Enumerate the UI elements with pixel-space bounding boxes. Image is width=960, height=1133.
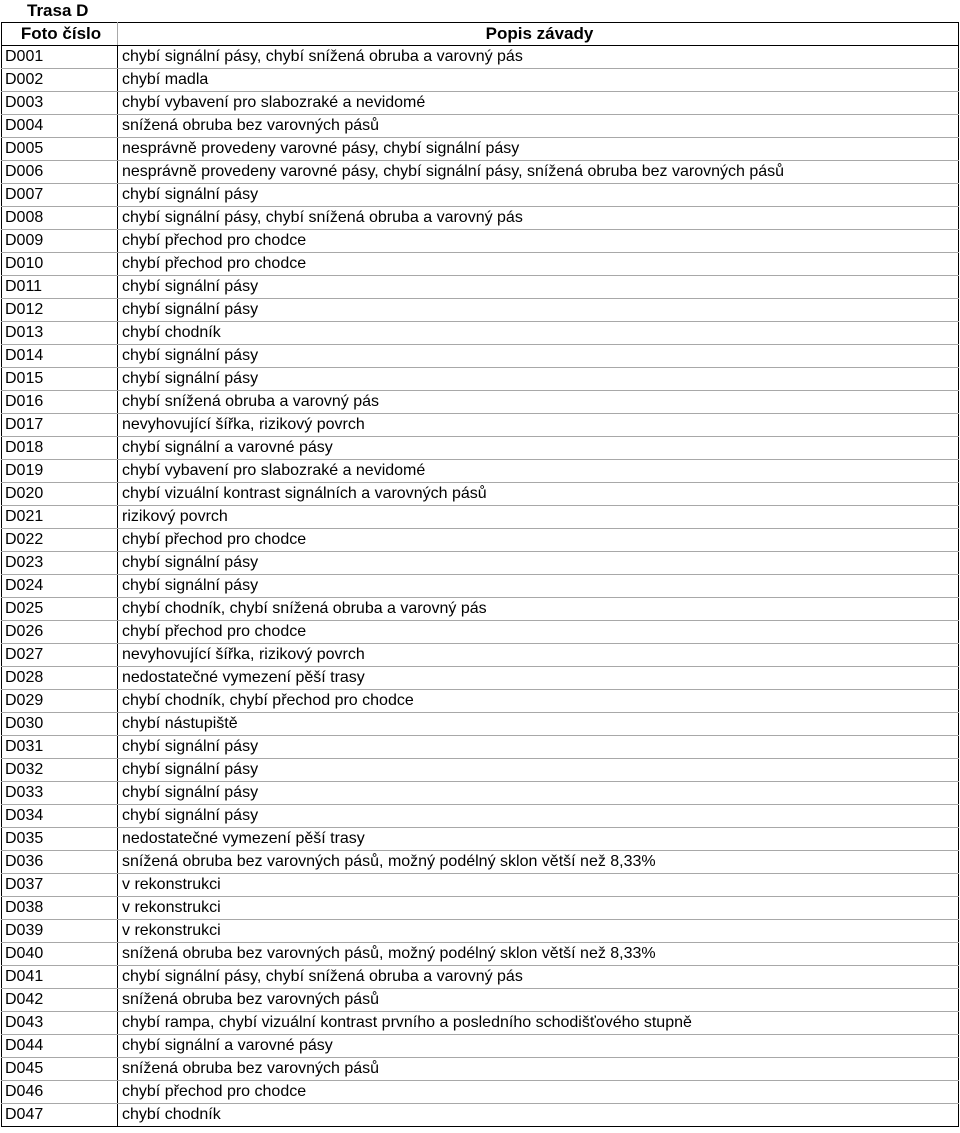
table-row <box>2 368 959 391</box>
table-row <box>2 46 959 69</box>
table-row <box>2 943 959 966</box>
photo-number-cell: D041 <box>2 966 118 989</box>
table-row <box>2 598 959 621</box>
defect-description-cell: chybí signální pásy <box>118 736 959 759</box>
photo-number-cell: D012 <box>2 299 118 322</box>
defect-description-cell: chybí přechod pro chodce <box>118 529 959 552</box>
photo-number-cell: D039 <box>2 920 118 943</box>
photo-number-cell: D031 <box>2 736 118 759</box>
table-row <box>2 161 959 184</box>
table-row <box>2 253 959 276</box>
table-row <box>2 460 959 483</box>
defect-description-cell: chybí signální pásy <box>118 368 959 391</box>
table-row <box>2 437 959 460</box>
defect-description-cell: chybí signální pásy <box>118 782 959 805</box>
defect-description-cell: chybí signální pásy <box>118 575 959 598</box>
table-row <box>2 92 959 115</box>
table-row <box>2 1058 959 1081</box>
table-row <box>2 713 959 736</box>
table-row <box>2 276 959 299</box>
table-row <box>2 1035 959 1058</box>
photo-number-cell: D026 <box>2 621 118 644</box>
photo-number-cell: D003 <box>2 92 118 115</box>
defect-description-cell: chybí snížená obruba a varovný pás <box>118 391 959 414</box>
photo-number-cell: D045 <box>2 1058 118 1081</box>
table-body <box>2 46 959 1127</box>
table-row <box>2 529 959 552</box>
defect-description-cell: snížená obruba bez varovných pásů, možný podélný sklon větší než 8,33% <box>118 851 959 874</box>
photo-number-cell: D020 <box>2 483 118 506</box>
table-row <box>2 782 959 805</box>
photo-number-cell: D029 <box>2 690 118 713</box>
photo-number-cell: D007 <box>2 184 118 207</box>
photo-number-cell: D008 <box>2 207 118 230</box>
defect-description-cell: snížená obruba bez varovných pásů, možný podélný sklon větší než 8,33% <box>118 943 959 966</box>
photo-number-cell: D001 <box>2 46 118 69</box>
defect-description-cell: chybí přechod pro chodce <box>118 621 959 644</box>
photo-number-cell: D024 <box>2 575 118 598</box>
table-row <box>2 667 959 690</box>
photo-number-cell: D022 <box>2 529 118 552</box>
defect-description-cell: chybí přechod pro chodce <box>118 230 959 253</box>
defect-description-cell: chybí signální pásy <box>118 552 959 575</box>
table-row <box>2 207 959 230</box>
defect-description-cell: chybí nástupiště <box>118 713 959 736</box>
defects-table <box>1 22 959 1127</box>
defect-description-cell: chybí vybavení pro slabozraké a nevidomé <box>118 92 959 115</box>
photo-number-cell: D015 <box>2 368 118 391</box>
defect-description-cell: nedostatečné vymezení pěší trasy <box>118 667 959 690</box>
defect-description-cell: snížená obruba bez varovných pásů <box>118 989 959 1012</box>
defect-description-cell: chybí vybavení pro slabozraké a nevidomé <box>118 460 959 483</box>
defect-description-cell: chybí signální pásy <box>118 759 959 782</box>
defect-description-cell: chybí přechod pro chodce <box>118 253 959 276</box>
defect-description-cell: nesprávně provedeny varovné pásy, chybí signální pásy <box>118 138 959 161</box>
photo-number-cell: D021 <box>2 506 118 529</box>
table-row <box>2 345 959 368</box>
photo-number-cell: D025 <box>2 598 118 621</box>
table-row <box>2 874 959 897</box>
defect-description-cell: chybí signální pásy <box>118 299 959 322</box>
photo-number-cell: D027 <box>2 644 118 667</box>
defect-description-cell: chybí signální pásy, chybí snížená obruba a varovný pás <box>118 46 959 69</box>
defect-description-cell: nevyhovující šířka, rizikový povrch <box>118 414 959 437</box>
photo-number-cell: D016 <box>2 391 118 414</box>
photo-number-cell: D047 <box>2 1104 118 1127</box>
photo-number-cell: D017 <box>2 414 118 437</box>
defect-description-cell: chybí chodník, chybí přechod pro chodce <box>118 690 959 713</box>
table-row <box>2 621 959 644</box>
photo-number-cell: D046 <box>2 1081 118 1104</box>
table-row <box>2 736 959 759</box>
defect-description-cell: chybí signální pásy <box>118 184 959 207</box>
photo-number-cell: D032 <box>2 759 118 782</box>
photo-number-cell: D035 <box>2 828 118 851</box>
photo-number-cell: D005 <box>2 138 118 161</box>
table-header-row <box>2 23 959 46</box>
photo-number-cell: D037 <box>2 874 118 897</box>
photo-number-cell: D006 <box>2 161 118 184</box>
defect-description-cell: chybí signální a varovné pásy <box>118 437 959 460</box>
table-row <box>2 414 959 437</box>
table-row <box>2 69 959 92</box>
column-header-defect-description: Popis závady <box>118 23 959 46</box>
table-row <box>2 230 959 253</box>
table-row <box>2 989 959 1012</box>
photo-number-cell: D034 <box>2 805 118 828</box>
defect-description-cell: nedostatečné vymezení pěší trasy <box>118 828 959 851</box>
photo-number-cell: D018 <box>2 437 118 460</box>
table-row <box>2 138 959 161</box>
page-title: Trasa D <box>27 1 89 20</box>
photo-number-cell: D043 <box>2 1012 118 1035</box>
photo-number-cell: D010 <box>2 253 118 276</box>
photo-number-cell: D002 <box>2 69 118 92</box>
photo-number-cell: D009 <box>2 230 118 253</box>
defect-description-cell: chybí madla <box>118 69 959 92</box>
table-row <box>2 1081 959 1104</box>
table-row <box>2 391 959 414</box>
defect-description-cell: chybí signální pásy <box>118 805 959 828</box>
column-header-photo-number: Foto číslo <box>2 23 118 46</box>
table-row <box>2 828 959 851</box>
photo-number-cell: D040 <box>2 943 118 966</box>
defect-description-cell: chybí vizuální kontrast signálních a varovných pásů <box>118 483 959 506</box>
table-row <box>2 759 959 782</box>
table-row <box>2 575 959 598</box>
photo-number-cell: D014 <box>2 345 118 368</box>
table-row <box>2 322 959 345</box>
photo-number-cell: D028 <box>2 667 118 690</box>
defect-description-cell: nesprávně provedeny varovné pásy, chybí signální pásy, snížená obruba bez varovných pásů <box>118 161 959 184</box>
defect-description-cell: chybí signální pásy <box>118 276 959 299</box>
table-row <box>2 115 959 138</box>
photo-number-cell: D038 <box>2 897 118 920</box>
defect-description-cell: v rekonstrukci <box>118 920 959 943</box>
table-row <box>2 805 959 828</box>
photo-number-cell: D019 <box>2 460 118 483</box>
defect-description-cell: rizikový povrch <box>118 506 959 529</box>
defect-description-cell: chybí signální pásy <box>118 345 959 368</box>
defect-description-cell: chybí rampa, chybí vizuální kontrast prvního a posledního schodišťového stupně <box>118 1012 959 1035</box>
photo-number-cell: D011 <box>2 276 118 299</box>
photo-number-cell: D044 <box>2 1035 118 1058</box>
photo-number-cell: D036 <box>2 851 118 874</box>
defect-description-cell: chybí signální pásy, chybí snížená obruba a varovný pás <box>118 207 959 230</box>
defect-description-cell: snížená obruba bez varovných pásů <box>118 1058 959 1081</box>
table-row <box>2 1104 959 1127</box>
photo-number-cell: D023 <box>2 552 118 575</box>
defect-description-cell: chybí signální a varovné pásy <box>118 1035 959 1058</box>
photo-number-cell: D033 <box>2 782 118 805</box>
table-row <box>2 920 959 943</box>
table-row <box>2 184 959 207</box>
table-row <box>2 506 959 529</box>
defect-description-cell: nevyhovující šířka, rizikový povrch <box>118 644 959 667</box>
table-row <box>2 644 959 667</box>
defect-description-cell: chybí chodník, chybí snížená obruba a varovný pás <box>118 598 959 621</box>
defect-description-cell: v rekonstrukci <box>118 897 959 920</box>
table-row <box>2 483 959 506</box>
table-row <box>2 851 959 874</box>
defect-description-cell: chybí chodník <box>118 1104 959 1127</box>
photo-number-cell: D042 <box>2 989 118 1012</box>
table-row <box>2 1012 959 1035</box>
defect-description-cell: chybí signální pásy, chybí snížená obruba a varovný pás <box>118 966 959 989</box>
defect-description-cell: v rekonstrukci <box>118 874 959 897</box>
photo-number-cell: D004 <box>2 115 118 138</box>
table-row <box>2 897 959 920</box>
defect-description-cell: snížená obruba bez varovných pásů <box>118 115 959 138</box>
table-row <box>2 966 959 989</box>
table-row <box>2 690 959 713</box>
photo-number-cell: D030 <box>2 713 118 736</box>
table-row <box>2 552 959 575</box>
defect-description-cell: chybí přechod pro chodce <box>118 1081 959 1104</box>
defect-description-cell: chybí chodník <box>118 322 959 345</box>
photo-number-cell: D013 <box>2 322 118 345</box>
table-row <box>2 299 959 322</box>
